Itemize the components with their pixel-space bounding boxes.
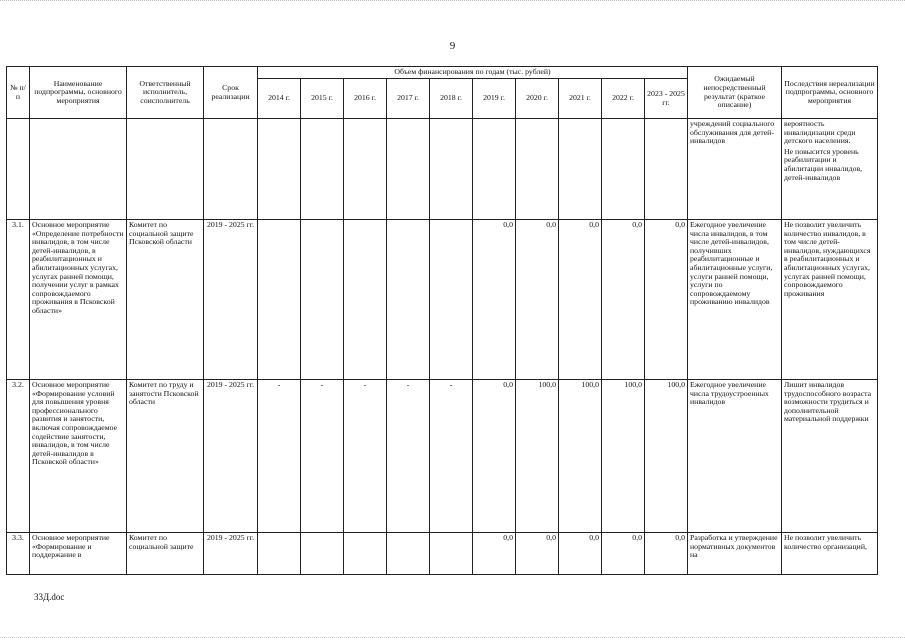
consequence-paragraph: Не позволит увеличить количество организаций, xyxy=(784,533,867,551)
row-value: 0,0 xyxy=(559,220,602,380)
row-value xyxy=(301,220,344,380)
row-value xyxy=(645,119,688,220)
row-responsible: Комитет по труду и занятости Псковской области xyxy=(127,380,204,533)
row-period: 2019 - 2025 гг. xyxy=(204,533,258,575)
consequence-paragraph: вероятность инвалидизации среди детского населения. xyxy=(784,119,856,146)
row-value: 0,0 xyxy=(473,533,516,575)
funding-table xyxy=(6,66,878,575)
row-name: Основное мероприятие «Формирование и поддержание в xyxy=(30,533,127,575)
row-value: 0,0 xyxy=(559,533,602,575)
row-value: 0,0 xyxy=(516,533,559,575)
table-row xyxy=(7,533,878,575)
row-value: 100,0 xyxy=(516,380,559,533)
row-result: учреждений социального обслуживания для детей-инвалидов xyxy=(688,119,782,220)
row-consequence xyxy=(782,220,878,380)
row-value xyxy=(430,533,473,575)
row-value xyxy=(301,533,344,575)
row-consequence xyxy=(782,119,878,220)
row-value xyxy=(344,220,387,380)
row-value xyxy=(258,533,301,575)
row-value xyxy=(473,119,516,220)
row-value xyxy=(258,119,301,220)
consequence-paragraph: Не позволит увеличить количество инвалидов, в том числе детей-инвалидов, нуждающихся в реабилитационных и абилитационных услугах, услугах ранней помощи, сопровождаемого проживания xyxy=(784,220,871,298)
row-value: 0,0 xyxy=(473,380,516,533)
row-value: 0,0 xyxy=(473,220,516,380)
year-header: 2014 г. xyxy=(258,79,301,119)
row-value: 100,0 xyxy=(559,380,602,533)
row-period: 2019 - 2025 гг. xyxy=(204,380,258,533)
year-header: 2022 г. xyxy=(602,79,645,119)
row-value: 100,0 xyxy=(602,380,645,533)
row-value: - xyxy=(430,380,473,533)
row-value: - xyxy=(301,380,344,533)
consequence-paragraph: Не повысится уровень реабилитации и абилитации инвалидов, детей-инвалидов xyxy=(784,146,863,182)
header-responsible: Ответственный исполнитель, соисполнитель xyxy=(127,67,204,119)
header-consequence: Последствия нереализации подпрограммы, основного мероприятия xyxy=(782,67,878,119)
row-value xyxy=(344,119,387,220)
row-responsible: Комитет по социальной защите Псковской области xyxy=(127,220,204,380)
table-row xyxy=(7,220,878,380)
row-value xyxy=(344,533,387,575)
row-value xyxy=(387,220,430,380)
table-row xyxy=(7,380,878,533)
row-period xyxy=(204,119,258,220)
year-header: 2020 г. xyxy=(516,79,559,119)
row-value xyxy=(430,119,473,220)
row-value: 0,0 xyxy=(645,533,688,575)
row-value: 0,0 xyxy=(602,220,645,380)
row-value xyxy=(387,533,430,575)
row-value: 0,0 xyxy=(516,220,559,380)
year-header: 2018 г. xyxy=(430,79,473,119)
row-name xyxy=(30,119,127,220)
row-value: - xyxy=(387,380,430,533)
row-result: Ежегодное увеличение числа инвалидов, в том числе детей-инвалидов, получивших реабилитационные и абилитационные услуги, услуги ранней помощи, услуги по сопровождаемому проживанию инвалидов xyxy=(688,220,782,380)
row-num: 3.2. xyxy=(7,380,30,533)
row-responsible xyxy=(127,119,204,220)
row-value: 0,0 xyxy=(602,533,645,575)
row-value: - xyxy=(258,380,301,533)
page-number: 9 xyxy=(449,40,456,52)
year-header: 2023 - 2025 гг. xyxy=(645,79,688,119)
row-value xyxy=(387,119,430,220)
year-header: 2016 г. xyxy=(344,79,387,119)
year-header: 2021 г. xyxy=(559,79,602,119)
row-value xyxy=(516,119,559,220)
header-funding: Объем финансирования по годам (тыс. рублей) xyxy=(258,67,688,79)
row-value xyxy=(602,119,645,220)
row-result: Ежегодное увеличение числа трудоустроенных инвалидов xyxy=(688,380,782,533)
scan-bottom-edge xyxy=(0,635,905,638)
row-value: - xyxy=(344,380,387,533)
row-responsible: Комитет по социальной защите xyxy=(127,533,204,575)
table-row xyxy=(7,119,878,220)
row-value xyxy=(559,119,602,220)
row-period: 2019 - 2025 гг. xyxy=(204,220,258,380)
row-num: 3.3. xyxy=(7,533,30,575)
row-value xyxy=(430,220,473,380)
year-header: 2017 г. xyxy=(387,79,430,119)
row-value: 0,0 xyxy=(645,220,688,380)
consequence-paragraph: Лишит инвалидов трудоспособного возраста возможности трудиться и дополнительной материальной поддержки xyxy=(784,380,872,424)
header-num: № п/п xyxy=(7,67,30,119)
row-name: Основное мероприятие «Формирование условий для повышения уровня профессионального развития и занятости, включая сопровождаемое содействие занятости, инвалидов, в том числе детей-инвалидов в Псковской области» xyxy=(30,380,127,533)
year-header: 2019 г. xyxy=(473,79,516,119)
header-name: Наименование подпрограммы, основного мероприятия xyxy=(30,67,127,119)
row-consequence xyxy=(782,380,878,533)
row-result: Разработка и утверждение нормативных документов на xyxy=(688,533,782,575)
year-header: 2015 г. xyxy=(301,79,344,119)
row-num: 3.1. xyxy=(7,220,30,380)
scan-top-edge xyxy=(0,0,905,5)
row-consequence xyxy=(782,533,878,575)
row-value xyxy=(258,220,301,380)
row-name: Основное мероприятие «Определение потребности инвалидов, в том числе детей-инвалидов, в реабилитационных и абилитационных услугах, услугах ранней помощи, получении услуг в рамках сопровождаемого проживания в Псковской области» xyxy=(30,220,127,380)
row-value xyxy=(301,119,344,220)
row-num xyxy=(7,119,30,220)
file-name-footer: 33Д.doc xyxy=(34,592,65,602)
header-result: Ожидаемый непосредственный результат (краткое описание) xyxy=(688,67,782,119)
row-value: 100,0 xyxy=(645,380,688,533)
header-period: Срок реализации xyxy=(204,67,258,119)
